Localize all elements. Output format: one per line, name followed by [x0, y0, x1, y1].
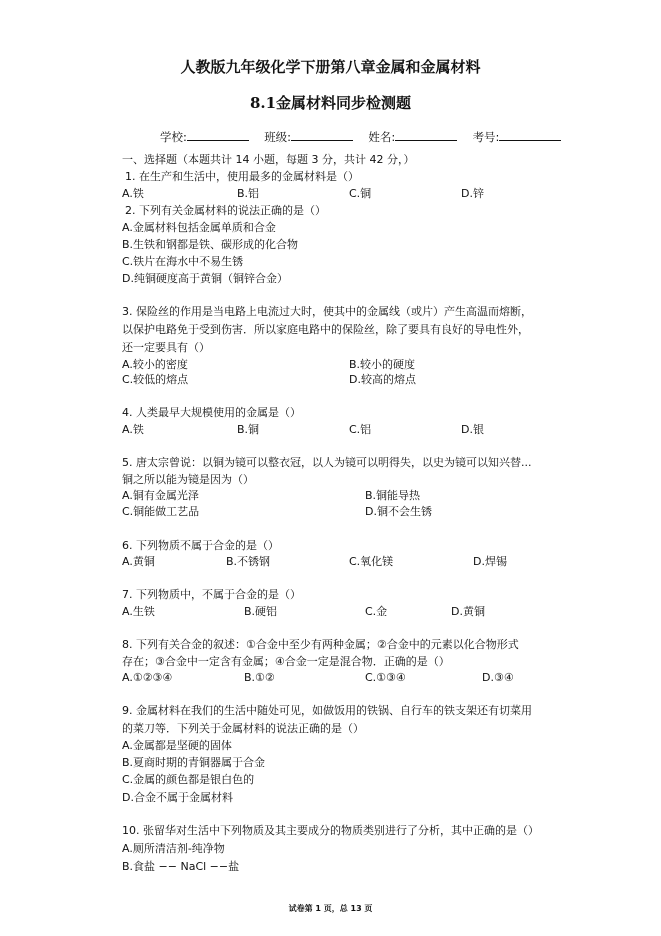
question-4-stem: 4. 人类最早大规模使用的金属是（） — [122, 406, 301, 419]
question-6-option-c: C.氧化镁 — [349, 555, 394, 568]
question-8-option-a: A.①②③④ — [122, 671, 173, 684]
question-9-stem-line-1: 9. 金属材料在我们的生活中随处可见，如做饭用的铁锅、自行车的铁支架还有切菜用 — [122, 704, 532, 717]
question-10-option-a: A.厕所清洁剂-纯净物 — [122, 842, 225, 855]
question-4-option-d: D.银 — [461, 423, 484, 436]
question-3-option-c: C.较低的熔点 — [122, 373, 189, 386]
question-8-stem-line-1: 8. 下列有关合金的叙述：①合金中至少有两种金属；②合金中的元素以化合物形式 — [122, 638, 519, 651]
question-9-option-c: C.金属的颜色都是银白色的 — [122, 773, 255, 786]
question-9-option-d: D.合金不属于金属材料 — [122, 791, 233, 804]
question-5-stem-line-1: 5. 唐太宗曾说：以铜为镜可以整衣冠，以人为镜可以明得失，以史为镜可以知兴替... — [122, 456, 532, 469]
question-9-option-b: B.夏商时期的青铜器属于合金 — [122, 756, 266, 769]
question-3-stem-line-3: 还一定要具有（） — [122, 341, 210, 354]
question-1-option-a: A.铁 — [122, 187, 144, 200]
question-4-option-a: A.铁 — [122, 423, 144, 436]
question-8-option-c: C.①③④ — [365, 671, 406, 684]
question-8-stem-line-2: 存在；③合金中一定含有金属；④合金一定是混合物．正确的是（） — [122, 655, 450, 668]
question-2-option-b: B.生铁和钢都是铁、碳形成的化合物 — [122, 238, 299, 251]
question-5-option-c: C.铜能做工艺品 — [122, 505, 200, 518]
question-2-option-a: A.金属材料包括金属单质和合金 — [122, 221, 276, 234]
question-2-option-c: C.铁片在海水中不易生锈 — [122, 255, 244, 268]
question-10-option-b: B.食盐 −− NaCl −−盐 — [122, 860, 240, 873]
name-label: 姓名: — [368, 130, 396, 144]
question-5-option-d: D.铜不会生锈 — [365, 505, 432, 518]
question-4-option-c: C.铝 — [349, 423, 372, 436]
question-7-option-d: D.黄铜 — [451, 605, 485, 618]
document-title: 人教版九年级化学下册第八章金属和金属材料 — [180, 58, 481, 76]
question-5-option-b: B.铜能导热 — [365, 489, 421, 502]
question-9-option-a: A.金属都是坚硬的固体 — [122, 739, 232, 752]
question-10-stem: 10. 张留华对生活中下列物质及其主要成分的物质类别进行了分析，其中正确的是（） — [122, 824, 539, 837]
question-3-stem-line-1: 3. 保险丝的作用是当电路上电流过大时，使其中的金属线（或片）产生高温而熔断， — [122, 305, 532, 318]
question-8-option-b: B.①② — [244, 671, 275, 684]
question-3-stem-line-2: 以保护电路免于受到伤害．所以家庭电路中的保险丝，除了要具有良好的导电性外， — [122, 323, 529, 336]
question-7-option-a: A.生铁 — [122, 605, 155, 618]
student-info-row — [160, 128, 561, 146]
question-6-option-d: D.焊锡 — [473, 555, 507, 568]
question-7-option-c: C.金 — [365, 605, 388, 618]
question-3-option-b: B.较小的硬度 — [349, 358, 416, 371]
question-2-stem: 2. 下列有关金属材料的说法正确的是（） — [125, 204, 326, 217]
number-label: 考号: — [472, 130, 500, 144]
question-1-option-d: D.锌 — [461, 187, 484, 200]
class-blank — [291, 128, 353, 141]
question-1-option-c: C.铜 — [349, 187, 372, 200]
question-4-option-b: B.铜 — [237, 423, 260, 436]
question-1-option-b: B.铝 — [237, 187, 260, 200]
school-label: 学校: — [160, 130, 187, 144]
question-3-option-a: A.较小的密度 — [122, 358, 188, 371]
school-blank — [187, 128, 249, 141]
question-7-stem: 7. 下列物质中，不属于合金的是（） — [122, 588, 301, 601]
number-blank — [499, 128, 561, 141]
section-heading: 一、选择题（本题共计 14 小题，每题 3 分，共计 42 分，） — [122, 153, 415, 166]
question-3-option-d: D.较高的熔点 — [349, 373, 416, 386]
question-5-stem-line-2: 铜之所以能为镜是因为（） — [122, 473, 254, 486]
question-6-option-b: B.不锈钢 — [226, 555, 271, 568]
name-blank — [395, 128, 457, 141]
question-5-option-a: A.铜有金属光泽 — [122, 489, 199, 502]
question-2-option-d: D.纯铜硬度高于黄铜（铜锌合金） — [122, 272, 288, 285]
question-7-option-b: B.硬铝 — [244, 605, 278, 618]
class-label: 班级: — [264, 130, 292, 144]
question-6-stem: 6. 下列物质不属于合金的是（） — [122, 539, 279, 552]
question-9-stem-line-2: 的菜刀等．下列关于金属材料的说法正确的是（） — [122, 722, 364, 735]
question-8-option-d: D.③④ — [482, 671, 514, 684]
question-1-stem: 1. 在生产和生活中，使用最多的金属材料是（） — [125, 170, 359, 183]
question-6-option-a: A.黄铜 — [122, 555, 155, 568]
document-subtitle: 8.1金属材料同步检测题 — [249, 94, 412, 112]
page-footer: 试卷第 1 页，总 13 页 — [288, 904, 373, 913]
